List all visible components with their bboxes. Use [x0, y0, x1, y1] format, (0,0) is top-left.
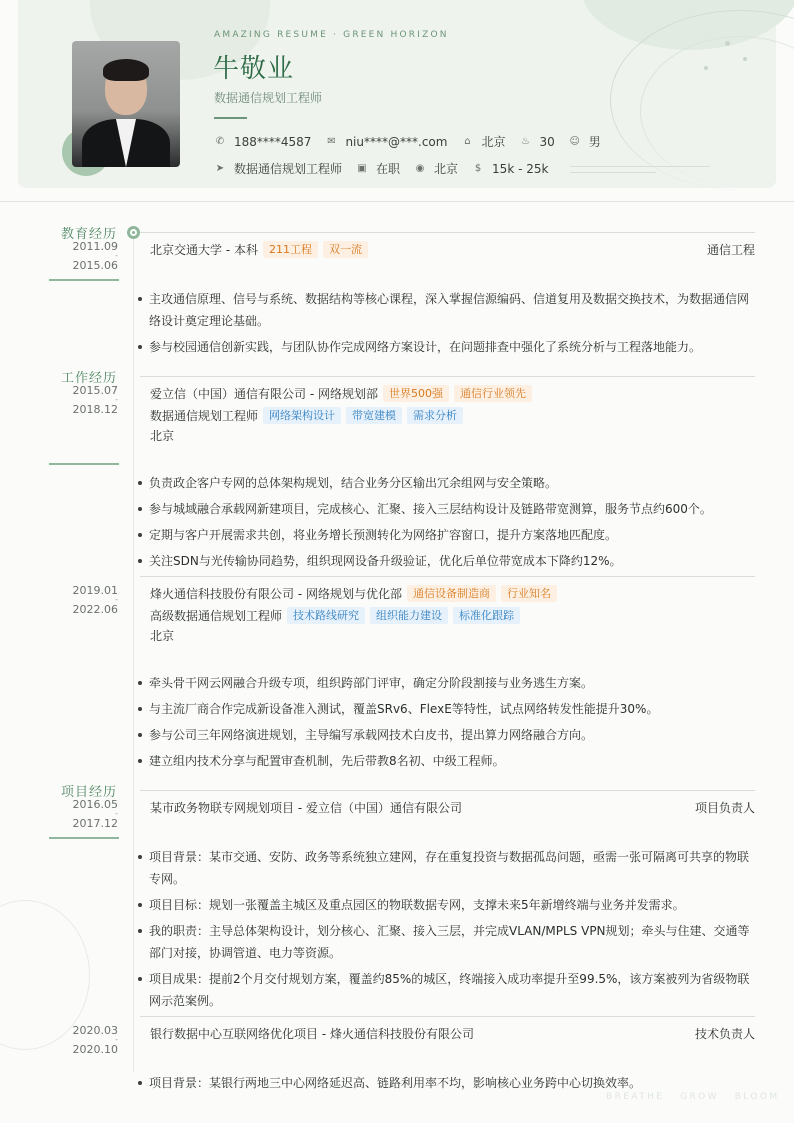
school-name: 北京交通大学 - 本科: [150, 242, 258, 257]
intent-row: [214, 160, 562, 177]
mail-icon: ✉: [327, 136, 336, 147]
project-role: 项目负责人: [694, 800, 755, 815]
list-item: 与主流厂商合作完成新设备准入测试，覆盖SRv6、FlexE等特性，试点网络转发性能提升30%。: [137, 698, 754, 720]
work-bullets: [137, 672, 754, 776]
work-date: 2015.07 - 2018.12: [72, 384, 118, 416]
city: 北京: [150, 628, 175, 643]
list-item: 牵头骨干网云网融合升级专项，组织跨部门评审，确定分阶段割接与业务逃生方案。: [137, 672, 754, 694]
work-date: 2019.01 - 2022.06: [72, 584, 118, 616]
tag: 标准化跟踪: [453, 607, 520, 624]
timeline-node: [127, 226, 140, 239]
edu-date: 2011.09 - 2015.06: [72, 240, 118, 272]
timeline-line: [133, 232, 134, 1072]
decor-dot: [725, 41, 730, 46]
home-icon: ⌂: [464, 136, 471, 147]
gender-icon: ☺: [569, 136, 580, 147]
entry-divider: [140, 790, 755, 791]
decor-dot: [743, 57, 747, 61]
tag: 组织能力建设: [370, 607, 448, 624]
list-item: 我的职责：主导总体架构设计，划分核心、汇聚、接入三层，并完成VLAN/MPLS VPN规划；牵头与住建、交通等部门对接，协调管道、电力等资源。: [137, 920, 754, 964]
edu-entry: [150, 239, 755, 259]
tag: 网络架构设计: [263, 407, 341, 424]
candidate-name: 牛敬业: [213, 54, 295, 84]
section-bar: [49, 463, 119, 465]
role-name: 高级数据通信规划工程师: [150, 608, 283, 623]
tag: 211工程: [263, 241, 318, 258]
city: 北京: [150, 428, 175, 443]
gender-text: 男: [588, 135, 601, 149]
tag: 带宽建模: [346, 407, 402, 424]
company-name: 爱立信（中国）通信有限公司 - 网络规划部: [150, 386, 378, 401]
section-bar: [49, 279, 119, 281]
decor-line: [570, 166, 710, 167]
list-item: 建立组内技术分享与配置审查机制，先后带教8名初、中级工程师。: [137, 750, 754, 772]
candidate-title: 数据通信规划工程师: [214, 91, 323, 105]
target-position: 数据通信规划工程师: [234, 162, 343, 176]
tag: 通信设备制造商: [407, 585, 496, 602]
profile-photo: [72, 41, 180, 167]
email-text: niu****@***.com: [345, 134, 448, 149]
contact-row: [214, 133, 615, 150]
list-item: 参与校园通信创新实践，与团队协作完成网络方案设计，在问题排查中强化了系统分析与工程落地能力。: [137, 336, 754, 358]
list-item: 参与城域融合承载网新建项目，完成核心、汇聚、接入三层结构设计及链路带宽测算，服务节点约600个。: [137, 498, 754, 520]
phone-text: 188****4587: [234, 134, 312, 149]
list-item: 负责政企客户专网的总体架构规划，结合业务分区输出冗余组网与安全策略。: [137, 472, 754, 494]
major: 通信工程: [706, 242, 755, 257]
list-item: 项目背景：某市交通、安防、政务等系统独立建网，存在重复投资与数据孤岛问题，亟需一张可隔离可共享的物联专网。: [137, 846, 754, 890]
list-item: 项目目标：规划一张覆盖主城区及重点园区的物联数据专网，支撑未来5年新增终端与业务并发需求。: [137, 894, 754, 916]
entry-divider: [140, 376, 755, 377]
edu-bullets: [137, 288, 754, 362]
money-icon: $: [474, 163, 482, 174]
project-role: 技术负责人: [694, 1026, 755, 1041]
list-item: 项目成果：提前2个月交付规划方案，覆盖约85%的城区，终端接入成功率提升至99.5%，该方案被列为省级物联网示范案例。: [137, 968, 754, 1012]
title-underline: [214, 117, 247, 119]
project-date: 2016.05 - 2017.12: [72, 798, 118, 830]
decor-dot: [704, 66, 708, 70]
project-name: 银行数据中心互联网络优化项目 - 烽火通信科技股份有限公司: [150, 1026, 474, 1041]
briefcase-icon: ▣: [357, 163, 367, 174]
phone-icon: ✆: [215, 136, 225, 147]
location-icon: ◉: [415, 163, 425, 174]
resume-tagline: AMAZING RESUME · GREEN HORIZON: [214, 30, 449, 40]
list-item: 主攻通信原理、信号与系统、数据结构等核心课程，深入掌握信源编码、信道复用及数据交换技术，为数据通信网络设计奠定理论基础。: [137, 288, 754, 332]
work-bullets: [137, 472, 754, 576]
entry-divider: [140, 576, 755, 577]
list-item: 项目背景：某银行两地三中心网络延迟高、链路利用率不均，影响核心业务跨中心切换效率。: [137, 1072, 754, 1094]
section-title-work: 工作经历: [60, 371, 117, 386]
tag: 通信行业领先: [454, 385, 532, 402]
footer-watermark: BREATHE · GROW · BLOOM: [606, 1092, 780, 1102]
send-icon: ➤: [215, 163, 225, 174]
target-city: 北京: [434, 162, 459, 176]
section-title-project: 项目经历: [60, 785, 117, 800]
work-entry: [150, 583, 755, 645]
list-item: 参与公司三年网络演进规划，主导编写承载网技术白皮书，提出算力网络融合方向。: [137, 724, 754, 746]
age-text: 30: [539, 134, 555, 149]
tag: 需求分析: [407, 407, 463, 424]
entry-divider: [140, 1016, 755, 1017]
project-entry: [150, 1023, 755, 1043]
project-entry: [150, 797, 755, 817]
role-name: 数据通信规划工程师: [150, 408, 259, 423]
tag: 行业知名: [501, 585, 557, 602]
tag: 世界500强: [383, 385, 449, 402]
home-text: 北京: [481, 135, 506, 149]
salary-text: 15k - 25k: [492, 161, 549, 176]
list-item: 关注SDN与光传输协同趋势，组织现网设备升级验证，优化后单位带宽成本下降约12%。: [137, 550, 754, 572]
section-bar: [49, 837, 119, 839]
section-title-education: 教育经历: [60, 227, 117, 242]
entry-divider: [140, 232, 755, 233]
cake-icon: ♨: [520, 136, 530, 147]
project-date: 2020.03 - 2020.10: [72, 1024, 118, 1056]
list-item: 定期与客户开展需求共创，将业务增长预测转化为网络扩容窗口，提升方案落地匹配度。: [137, 524, 754, 546]
project-bullets: [137, 846, 754, 1016]
work-entry: [150, 383, 755, 445]
tag: 技术路线研究: [287, 607, 365, 624]
tag: 双一流: [323, 241, 368, 258]
status-text: 在职: [376, 162, 401, 176]
project-name: 某市政务物联专网规划项目 - 爱立信（中国）通信有限公司: [150, 800, 462, 815]
company-name: 烽火通信科技股份有限公司 - 网络规划与优化部: [150, 586, 402, 601]
header-divider: [0, 201, 794, 202]
decor-line: [570, 172, 656, 173]
